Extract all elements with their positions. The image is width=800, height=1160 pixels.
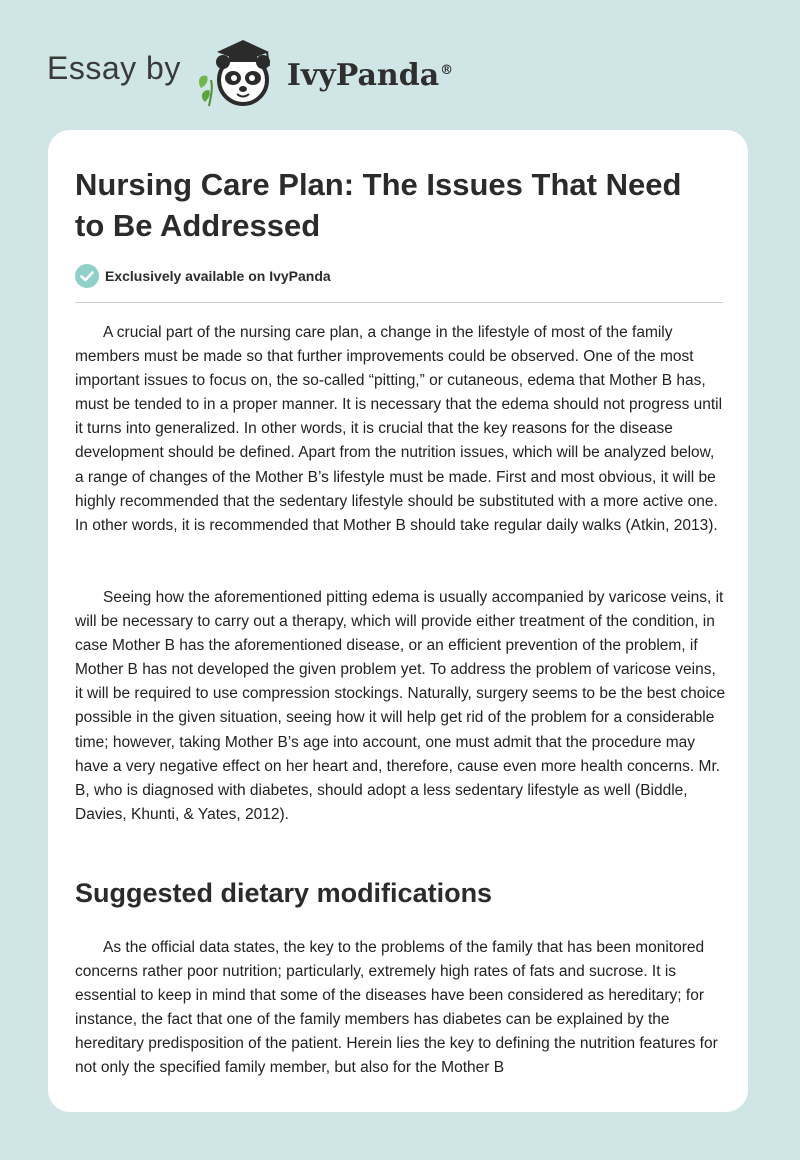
brand-name[interactable]: IvyPanda®	[286, 57, 454, 93]
paragraph: A crucial part of the nursing care plan, a change in the lifestyle of most of the family members must be made so that further improvements could be observed. One of the most important issues to focus on, the so-called “pitting,” or cutaneous, edema that Mother B has, must be tended to in a proper manner. It is necessary that the edema should not progress until it turns into generalized. In other words, it is crucial that the key reasons for the disease development should be defined. Apart from the nutrition issues, which will be analyzed below, a range of changes of the Mother B’s lifestyle must be made. First and most obvious, it will be highly recommended that the sedentary lifestyle should be substituted with a more active one. In other words, it is recommended that Mother B should take regular daily walks (Atkin, 2013).	[75, 324, 723, 534]
paragraph: Seeing how the aforementioned pitting edema is usually accompanied by varicose veins, it will be necessary to carry out a therapy, which will provide either treatment of the condition, in case Mother B has the aforementioned disease, or an efficient prevention of the problem, if Mother B has not developed the given problem yet. To address the problem of varicose veins, it will be required to use compression stockings. Naturally, surgery seems to be the best choice possible in the given situation, seeing how it will help get rid of the problem for a considerable time; however, taking Mother B’s age into account, one must admit that the procedure may have a very negative effect on her heart and, therefore, cause even more health concerns. Mr. B, who is diagnosed with diabetes, should adopt a less sedentary lifestyle as well (Biddle, Davies, Khunti, & Yates, 2012).	[75, 589, 726, 823]
article-card	[48, 130, 748, 1112]
section-heading: Suggested dietary modifications	[75, 878, 493, 908]
check-circle-icon	[75, 264, 99, 288]
essay-by-label: Essay by	[47, 49, 181, 86]
article-title: Nursing Care Plan: The Issues That Need to Be Addressed	[75, 167, 682, 243]
paragraph: As the official data states, the key to the problems of the family that has been monitored concerns rather poor nutrition; particularly, extremely high rates of fats and sucrose. It is essential to keep in mind that some of the diseases have been considered as hereditary; for instance, the fact that one of the family members has diabetes can be explained by the hereditary predisposition of the patient. Herein lies the key to defining the nutrition features for not only the specified family member, but also for the Mother B	[75, 939, 718, 1077]
panda-graduate-icon[interactable]	[195, 36, 283, 108]
exclusive-badge	[75, 264, 331, 288]
registered-mark: ®	[440, 62, 454, 78]
divider	[75, 302, 723, 303]
site-header	[47, 36, 453, 108]
exclusive-badge-label: Exclusively available on IvyPanda	[105, 268, 331, 284]
